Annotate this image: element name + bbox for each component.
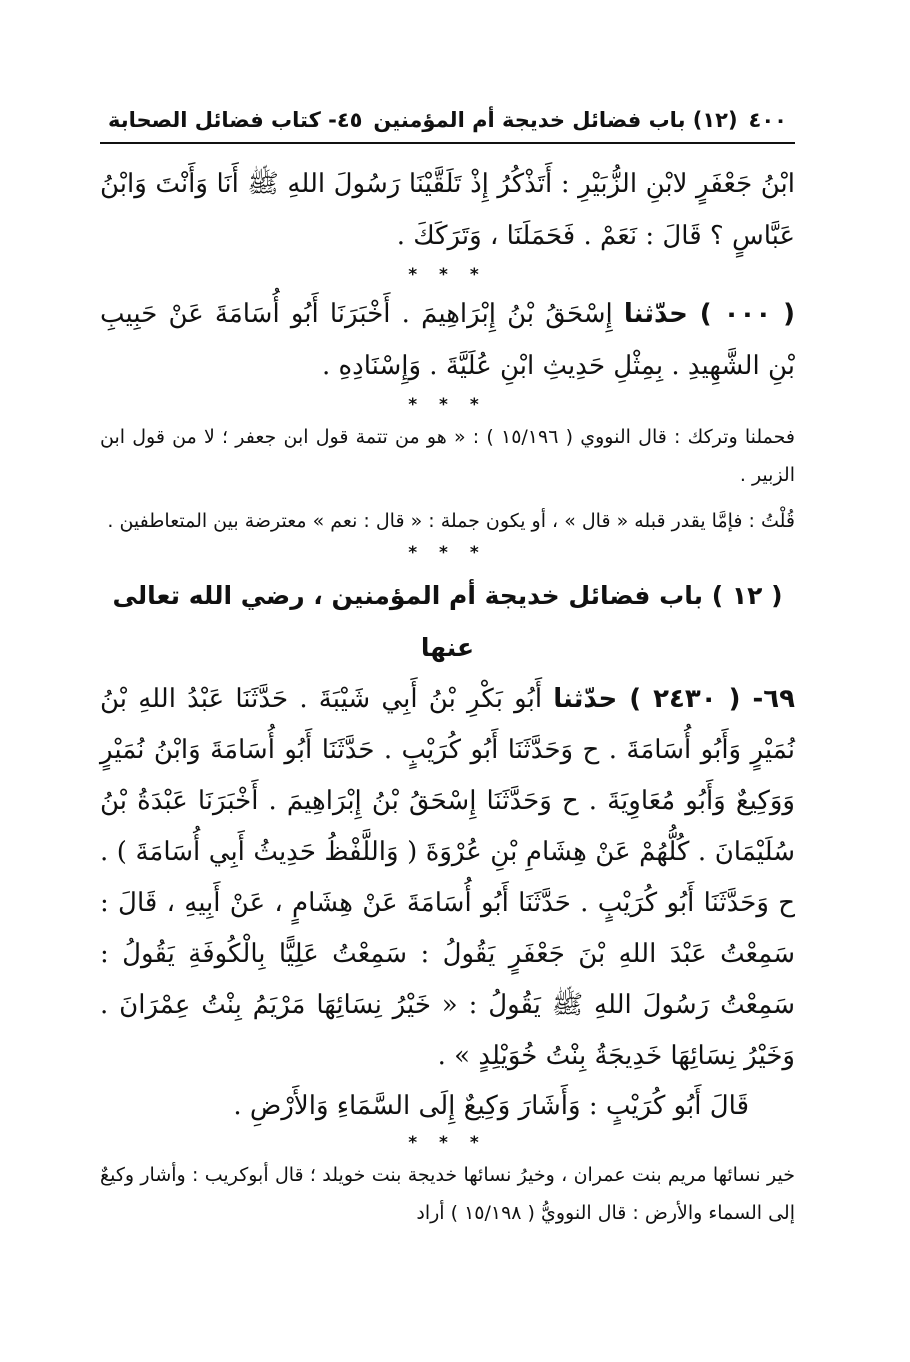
commentary-note: فحملنا وتركك : قال النووي ( ١٥/١٩٦ ) : « هو من تتمة قول ابن جعفر ؛ لا من قول ابن الزبير .	[100, 426, 795, 486]
hadith-69	[100, 674, 795, 1082]
separator-stars: * * *	[408, 395, 487, 415]
header-rule	[100, 142, 795, 144]
hadith-addendum: قَالَ أَبُو كُرَيْبٍ : وَأَشَارَ وَكِيعٌ إِلَى السَّمَاءِ وَالأَرْضِ .	[233, 1091, 749, 1121]
separator-stars: * * *	[408, 1133, 487, 1153]
hadith-number-lead: ٦٩- ( ٢٤٣٠ ) حدّثنا	[553, 684, 796, 714]
section-title: (١٢) باب فضائل خديجة أم المؤمنين	[373, 108, 738, 132]
hadith-text-continued: ابْنُ جَعْفَرٍ لابْنِ الزُّبَيْرِ : أَتَذْكُرُ إِذْ تَلَقَّيْنَا رَسُولَ اللهِ ﷺ أَنَا وَأَنْتَ وَابْنُ عَبَّاسٍ ؟ قَالَ : نَعَمْ . فَحَمَلَنَا ، وَتَرَكَكَ .	[100, 169, 795, 251]
separator-stars: * * *	[408, 543, 487, 563]
separator-stars: * * *	[408, 265, 487, 285]
hadith-number-lead: ( ٠٠٠ ) حدّثنا	[623, 299, 796, 329]
hadith-text: أَبُو بَكْرِ بْنُ أَبِي شَيْبَةَ . حَدَّثَنَا عَبْدُ اللهِ بْنُ نُمَيْرٍ وَأَبُو أُسَامَةَ . ح وَحَدَّثَنَا أَبُو كُرَيْبٍ . حَدَّثَنَا أَبُو أُسَامَةَ وَابْنُ نُمَيْرٍ وَوَكِيعٌ وَأَبُو مُعَاوِيَةَ . ح وَحَدَّثَنَا إِسْحَقُ بْنُ إِبْرَاهِيمَ . أَخْبَرَنَا عَبْدَةُ بْنُ سُلَيْمَانَ . كُلُّهُمْ عَنْ هِشَامِ بْنِ عُرْوَةَ ( وَاللَّفْظُ حَدِيثُ أَبِي أُسَامَةَ ) . ح وَحَدَّثَنَا أَبُو كُرَيْبٍ . حَدَّثَنَا أَبُو أُسَامَةَ عَنْ هِشَامٍ ، عَنْ أَبِيهِ ، قَالَ : سَمِعْتُ عَبْدَ اللهِ بْنَ جَعْفَرٍ يَقُولُ : سَمِعْتُ عَلِيًّا بِالْكُوفَةِ يَقُولُ : سَمِعْتُ رَسُولَ اللهِ ﷺ يَقُولُ : « خَيْرُ نِسَائِهَا مَرْيَمُ بِنْتُ عِمْرَانَ . وَخَيْرُ نِسَائِهَا خَدِيجَةُ بِنْتُ خُوَيْلِدٍ » .	[100, 684, 795, 1071]
book-title: ٤٥- كتاب فضائل الصحابة	[108, 108, 363, 132]
commentary-note: خير نسائها مريم بنت عمران ، وخيرُ نسائها خديجة بنت خويلد ؛ قال أبوكريب : وأشار وكيعٌ إلى السماء والأرض : قال النوويُّ ( ١٥/١٩٨ ) أراد	[100, 1164, 795, 1224]
hadith-text: إِسْحَقُ بْنُ إِبْرَاهِيمَ . أَخْبَرَنَا أَبُو أُسَامَةَ عَنْ حَبِيبِ بْنِ الشَّهِيدِ . بِمِثْلِ حَدِيثِ ابْنِ عُلَيَّةَ . وَإِسْنَادِهِ .	[100, 299, 795, 381]
commentary-note: قُلْتُ : فإمَّا يقدر قبله « قال » ، أو يكون جملة : « قال : نعم » معترضة بين المتعاطفين .	[107, 510, 795, 532]
book-page	[100, 104, 795, 1232]
chapter-title: ( ١٢ ) باب فضائل خديجة أم المؤمنين ، رضي الله تعالى عنها	[112, 581, 783, 662]
running-header	[100, 104, 795, 136]
hadith-400	[100, 288, 795, 392]
page-number: ٤٠٠	[748, 108, 787, 132]
